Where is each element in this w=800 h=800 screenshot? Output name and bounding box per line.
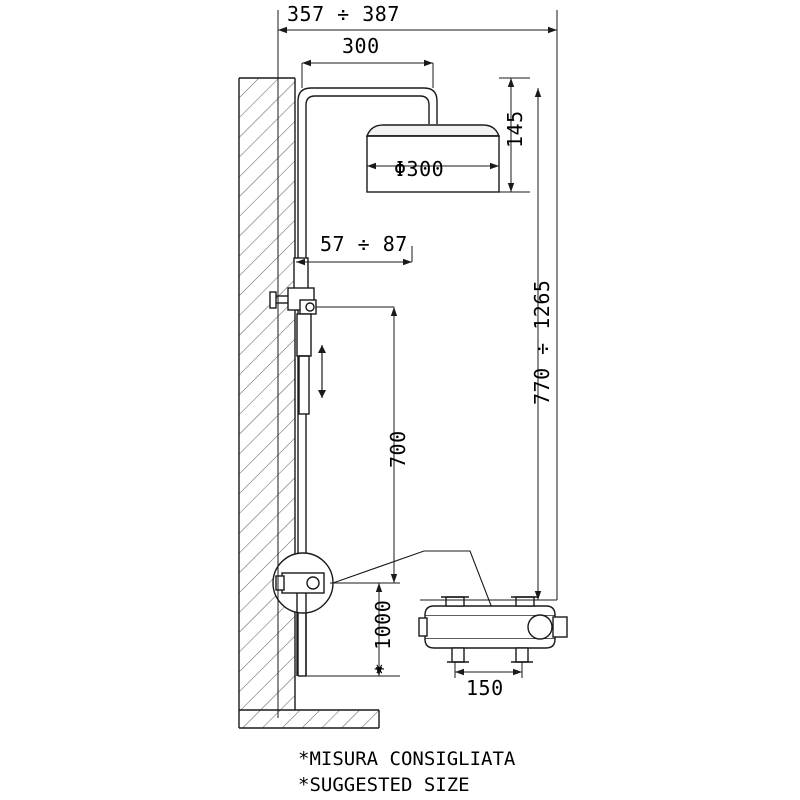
dim-label-rail-height: 700 <box>386 430 410 468</box>
dim-label-arm-length: 300 <box>342 34 380 58</box>
dim-label-head-height: 145 <box>503 110 527 148</box>
dim-label-total-height: 770 ÷ 1265 <box>530 279 554 405</box>
leader-line-mixer <box>333 551 492 608</box>
dim-label-head-diameter: Φ300 <box>394 157 445 181</box>
dim-label-mixer-height: * 1000 <box>371 599 395 675</box>
mixer-detail <box>419 597 567 662</box>
dim-label-top-overall: 357 ÷ 387 <box>287 2 400 26</box>
note-line-italian: *MISURA CONSIGLIATA <box>298 748 516 770</box>
dim-label-slider-offset: 57 ÷ 87 <box>320 232 408 256</box>
note-line-english: *SUGGESTED SIZE <box>298 774 470 796</box>
dim-label-mixer-width: 150 <box>466 676 504 700</box>
